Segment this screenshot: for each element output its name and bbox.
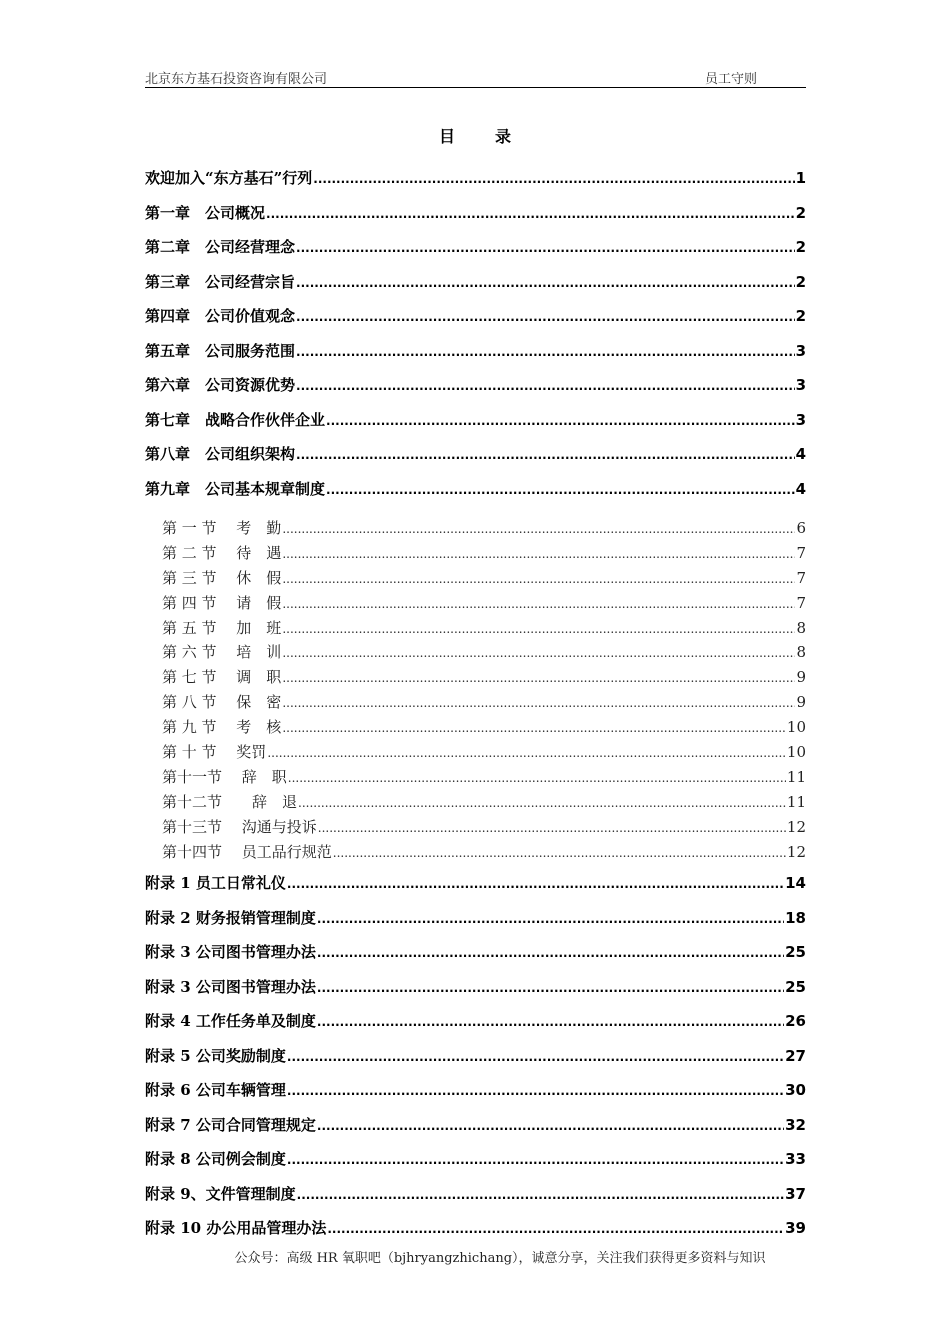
toc-entry-page: 7 [796, 568, 806, 587]
toc-entry-page: 11 [786, 767, 806, 786]
toc-dot-leader [313, 167, 794, 191]
toc-entry-title: 附录 6 公司车辆管理 [145, 1081, 286, 1100]
page-footer: 公众号：高级 HR 氧职吧（bjhryangzhichang），诚意分享，关注我们获得更多资料与知识 [234, 1251, 766, 1266]
toc-entry-page: 3 [795, 410, 806, 429]
toc-entry-major[interactable] [145, 1078, 806, 1113]
toc-entry-title: 附录 3 公司图书管理办法 [145, 943, 316, 962]
toc-entry-major[interactable] [145, 1147, 806, 1182]
toc-dot-leader [287, 1045, 784, 1069]
toc-entry-title: 附录 7 公司合同管理规定 [145, 1115, 316, 1134]
toc-dot-leader [282, 642, 795, 664]
toc-entry-minor[interactable] [145, 741, 806, 766]
toc-entry-minor[interactable] [145, 542, 806, 567]
toc-entry-page: 25 [785, 943, 806, 962]
toc-dot-leader [317, 941, 784, 965]
toc-entry-minor[interactable] [145, 691, 806, 716]
toc-entry-minor[interactable] [145, 517, 806, 542]
toc-entry-major[interactable] [145, 1216, 806, 1251]
toc-dot-leader [298, 792, 786, 814]
toc-entry-major[interactable] [145, 477, 806, 512]
toc-entry-page: 9 [796, 668, 806, 687]
toc-entry-major[interactable] [145, 906, 806, 941]
toc-entry-page: 6 [796, 519, 806, 537]
toc-entry-page: 4 [795, 445, 806, 463]
toc-entry-title: 第二章 公司经营理念 [145, 238, 296, 256]
toc-entry-page: 37 [785, 1184, 806, 1203]
toc-dot-leader [287, 872, 784, 896]
toc-entry-minor[interactable] [145, 641, 806, 666]
toc-entry-title: 第 二 节 待 遇 [162, 543, 282, 562]
toc-entry-title: 第 五 节 加 班 [162, 618, 282, 637]
toc-entry-major[interactable] [145, 270, 806, 305]
toc-entry-title: 附录 3 公司图书管理办法 [145, 977, 316, 996]
toc-entry-page: 12 [786, 842, 806, 861]
toc-entry-title: 第 八 节 保 密 [162, 693, 282, 712]
toc-entry-page: 27 [785, 1046, 806, 1065]
toc-entry-title: 第 七 节 调 职 [162, 668, 282, 687]
toc-entry-minor[interactable] [145, 766, 806, 791]
toc-entry-page: 7 [796, 593, 806, 612]
toc-dot-leader [317, 1114, 784, 1138]
toc-entry-title: 第十四节 员工品行规范 [162, 842, 332, 861]
toc-entry-page: 18 [785, 908, 806, 927]
toc-entry-title: 附录 9、文件管理制度 [145, 1184, 296, 1203]
toc-entry-title: 第 一 节 考 勤 [162, 519, 282, 537]
toc-entry-title: 第四章 公司价值观念 [145, 307, 296, 325]
toc-entry-title: 第九章 公司基本规章制度 [145, 479, 326, 498]
toc-entry-title: 第六章 公司资源优势 [145, 376, 296, 394]
toc-dot-leader [333, 842, 786, 864]
toc-entry-major[interactable] [145, 975, 806, 1010]
toc-entry-title: 附录 8 公司例会制度 [145, 1150, 286, 1169]
toc-entry-title: 第十一节 辞 职 [162, 767, 287, 786]
table-of-contents [145, 166, 806, 1251]
toc-dot-leader [296, 340, 795, 364]
toc-entry-page: 26 [785, 1012, 806, 1031]
toc-entry-major[interactable] [145, 373, 806, 408]
toc-dot-leader [326, 478, 795, 502]
toc-entry-page: 12 [786, 817, 806, 836]
header-doc-title: 员工守则 [705, 72, 758, 87]
toc-entry-minor[interactable] [145, 592, 806, 617]
toc-dot-leader [282, 518, 795, 540]
toc-entry-title: 第十二节 辞 退 [162, 792, 298, 811]
toc-entry-title: 第 十 节 奖罚 [162, 743, 267, 762]
toc-entry-title: 第 六 节 培 训 [162, 643, 282, 662]
toc-entry-page: 9 [796, 693, 806, 712]
toc-entry-minor[interactable] [145, 716, 806, 741]
toc-dot-leader [282, 667, 795, 689]
toc-entry-title: 第十三节 沟通与投诉 [162, 817, 317, 836]
toc-entry-title: 附录 4 工作任务单及制度 [145, 1012, 316, 1031]
toc-dot-leader [266, 202, 795, 226]
toc-entry-major[interactable] [145, 940, 806, 975]
toc-dot-leader [288, 767, 786, 789]
toc-entry-page: 25 [785, 977, 806, 996]
toc-entry-title: 第 四 节 请 假 [162, 593, 282, 612]
header-company: 北京东方基石投资咨询有限公司 [145, 72, 328, 87]
toc-entry-page: 7 [796, 543, 806, 562]
toc-entry-title: 附录 1 员工日常礼仪 [145, 874, 286, 893]
toc-entry-title: 欢迎加入“东方基石”行列 [145, 169, 313, 187]
toc-entry-page: 32 [785, 1115, 806, 1134]
toc-entry-title: 第一章 公司概况 [145, 203, 266, 222]
toc-entry-major[interactable] [145, 1044, 806, 1079]
toc-entry-title: 附录 5 公司奖励制度 [145, 1046, 286, 1065]
toc-entry-page: 39 [785, 1219, 806, 1238]
toc-entry-major[interactable] [145, 442, 806, 477]
toc-entry-page: 14 [785, 874, 806, 893]
toc-title: 目录 [438, 127, 551, 146]
toc-dot-leader [282, 543, 795, 565]
toc-entry-major[interactable] [145, 201, 806, 236]
toc-entry-major[interactable] [145, 1009, 806, 1044]
toc-dot-leader [296, 271, 795, 295]
toc-entry-minor[interactable] [145, 791, 806, 816]
toc-entry-page: 1 [795, 169, 806, 187]
toc-entry-major[interactable] [145, 1182, 806, 1217]
toc-entry-page: 4 [795, 479, 806, 498]
toc-entry-page: 3 [795, 341, 806, 360]
toc-dot-leader [296, 374, 795, 398]
toc-entry-title: 第 九 节 考 核 [162, 718, 282, 737]
toc-entry-major[interactable] [145, 1113, 806, 1148]
toc-entry-major[interactable] [145, 871, 806, 906]
toc-entry-title: 第七章 战略合作伙伴企业 [145, 410, 326, 429]
toc-entry-minor[interactable] [145, 617, 806, 642]
toc-entry-page: 10 [786, 743, 806, 762]
toc-dot-leader [267, 742, 786, 764]
toc-dot-leader [326, 409, 795, 433]
toc-dot-leader [297, 1183, 784, 1207]
toc-entry-title: 第五章 公司服务范围 [145, 341, 296, 360]
toc-entry-page: 2 [795, 307, 806, 325]
toc-entry-page: 8 [796, 618, 806, 637]
toc-entry-page: 2 [795, 238, 806, 256]
toc-entry-title: 第三章 公司经营宗旨 [145, 272, 296, 291]
toc-entry-page: 33 [785, 1150, 806, 1169]
toc-entry-page: 2 [795, 272, 806, 291]
toc-dot-leader [282, 717, 786, 739]
toc-entry-page: 11 [786, 792, 806, 811]
toc-dot-leader [287, 1079, 784, 1103]
toc-dot-leader [318, 817, 786, 839]
toc-entry-page: 10 [786, 718, 806, 737]
page-header [145, 68, 806, 88]
toc-entry-major[interactable] [145, 339, 806, 374]
toc-entry-page: 3 [795, 376, 806, 394]
toc-entry-minor[interactable] [145, 841, 806, 866]
toc-entry-title: 附录 2 财务报销管理制度 [145, 908, 316, 927]
toc-entry-major[interactable] [145, 235, 806, 270]
toc-dot-leader [317, 1010, 784, 1034]
toc-entry-major[interactable] [145, 408, 806, 443]
toc-dot-leader [282, 568, 795, 590]
toc-dot-leader [282, 593, 795, 615]
toc-dot-leader [317, 976, 784, 1000]
toc-dot-leader [282, 618, 795, 640]
toc-entry-title: 第八章 公司组织架构 [145, 445, 296, 463]
toc-entry-major[interactable] [145, 304, 806, 339]
toc-entry-title: 附录 10 办公用品管理办法 [145, 1219, 327, 1238]
toc-entry-minor[interactable] [145, 816, 806, 841]
toc-entry-page: 8 [796, 643, 806, 662]
toc-dot-leader [327, 1217, 784, 1241]
toc-dot-leader [282, 692, 795, 714]
toc-entry-page: 2 [795, 203, 806, 222]
toc-dot-leader [317, 907, 784, 931]
toc-entry-title: 第 三 节 休 假 [162, 568, 282, 587]
toc-dot-leader [296, 236, 795, 260]
toc-dot-leader [287, 1148, 784, 1172]
toc-dot-leader [296, 443, 795, 467]
toc-entry-minor[interactable] [145, 567, 806, 592]
toc-dot-leader [296, 305, 795, 329]
toc-entry-minor[interactable] [145, 666, 806, 691]
toc-entry-page: 30 [785, 1081, 806, 1100]
toc-entry-major[interactable] [145, 166, 806, 201]
